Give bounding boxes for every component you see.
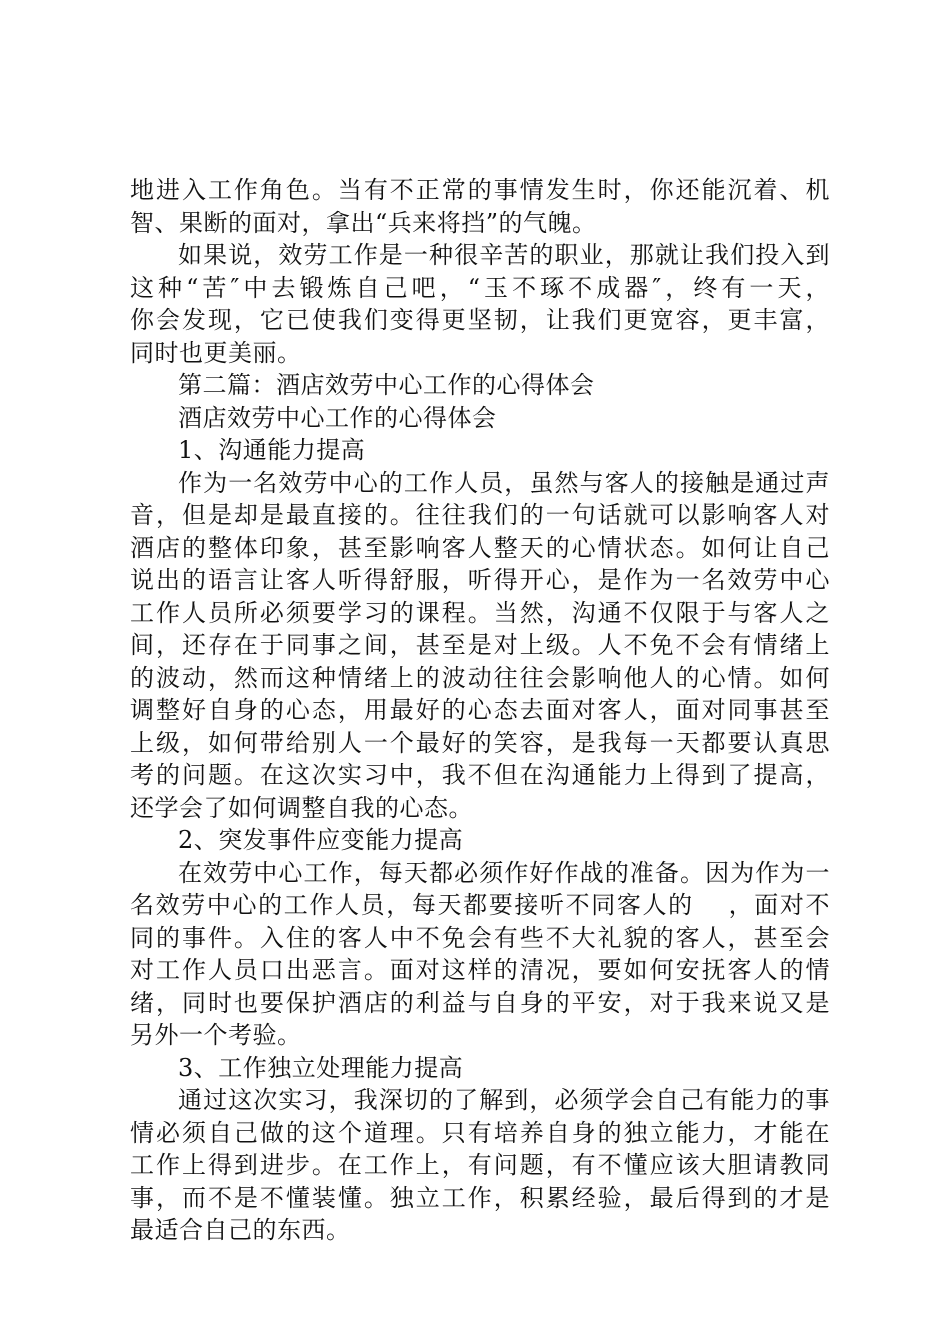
text-line: 工作人员所必须要学习的课程。当然，沟通不仅限于与客人之	[130, 598, 830, 627]
text-line: 作为一名效劳中心的工作人员，虽然与客人的接触是通过声	[178, 468, 830, 497]
paragraph-p3	[130, 467, 830, 825]
text-line: 2、突发事件应变能力提高	[178, 826, 464, 854]
paragraph-p2	[130, 239, 830, 369]
text-line: 智、果断的面对，拿出“兵来将挡”的气魄。	[130, 208, 597, 237]
text-line: 你会发现，它已使我们变得更坚韧，让我们更宽容，更丰富，	[130, 306, 830, 334]
text-line: 最适合自己的东西。	[130, 1216, 351, 1244]
text-line: 在效劳中心工作，每天都必须作好作战的准备。因为作为一	[178, 858, 830, 887]
paragraph-p5	[130, 1084, 830, 1247]
text-line: 酒店的整体印象，甚至影响客人整天的心情状态。如何让自己	[130, 533, 830, 562]
text-line: 考的问题。在这次实习中，我不但在沟通能力上得到了提高，	[130, 761, 830, 789]
text-line: 如果说，效劳工作是一种很辛苦的职业，那就让我们投入到	[178, 241, 830, 269]
text-line: 音，但是却是最直接的。往往我们的一句话就可以影响客人对	[130, 501, 830, 529]
section-title	[130, 369, 830, 402]
text-line: 上级，如何带给别人一个最好的笑容，是我每一天都要认真思	[130, 728, 830, 757]
text-line: 这种“苦″中去锻炼自己吧，“玉不琢不成器″，终有一天，	[130, 273, 830, 302]
text-line: 还学会了如何调整自我的心态。	[130, 793, 473, 822]
text-line: 间，还存在于同事之间，甚至是对上级。人不免不会有情绪上	[130, 631, 830, 659]
subheading-3	[130, 1052, 830, 1085]
subheading-2	[130, 824, 830, 857]
text-line: 对工作人员口出恶言。面对这样的清况，要如何安抚客人的情	[130, 956, 830, 984]
text-line: 第二篇：酒店效劳中心工作的心得体会	[178, 371, 595, 399]
text-line: 调整好自身的心态，用最好的心态去面对客人，面对同事甚至	[130, 696, 830, 724]
text-line: 名效劳中心的工作人员，每天都要接听不同客人的 ，面对不	[130, 891, 830, 919]
text-line: 说出的语言让客人听得舒服，听得开心，是作为一名效劳中心	[130, 566, 830, 594]
text-line: 1、沟通能力提高	[178, 436, 366, 464]
subheading-1	[130, 434, 830, 467]
text-line: 酒店效劳中心工作的心得体会	[178, 403, 497, 432]
paragraph-p4	[130, 857, 830, 1052]
text-line: 3、工作独立处理能力提高	[178, 1053, 464, 1082]
article-title	[130, 402, 830, 435]
text-line: 通过这次实习，我深切的了解到，必须学会自己有能力的事	[178, 1086, 830, 1114]
text-line: 绪，同时也要保护酒店的利益与自身的平安，对于我来说又是	[130, 988, 830, 1017]
text-line: 地进入工作角色。当有不正常的事情发生时，你还能沉着、机	[130, 176, 830, 204]
text-line: 情必须自己做的这个道理。只有培养自身的独立能力，才能在	[130, 1118, 830, 1147]
text-line: 工作上得到进步。在工作上，有问题，有不懂应该大胆请教同	[130, 1151, 830, 1179]
paragraph-p1	[130, 174, 830, 239]
document-body	[130, 174, 830, 1247]
text-line: 事，而不是不懂装懂。独立工作，积累经验，最后得到的才是	[130, 1183, 830, 1212]
text-line: 的波动，然而这种情绪上的波动往往会影响他人的心情。如何	[130, 663, 830, 692]
text-line: 同时也更美丽。	[130, 338, 302, 367]
text-line: 同的事件。入住的客人中不免会有些不大礼貌的客人，甚至会	[130, 923, 830, 952]
text-line: 另外一个考验。	[130, 1021, 302, 1049]
